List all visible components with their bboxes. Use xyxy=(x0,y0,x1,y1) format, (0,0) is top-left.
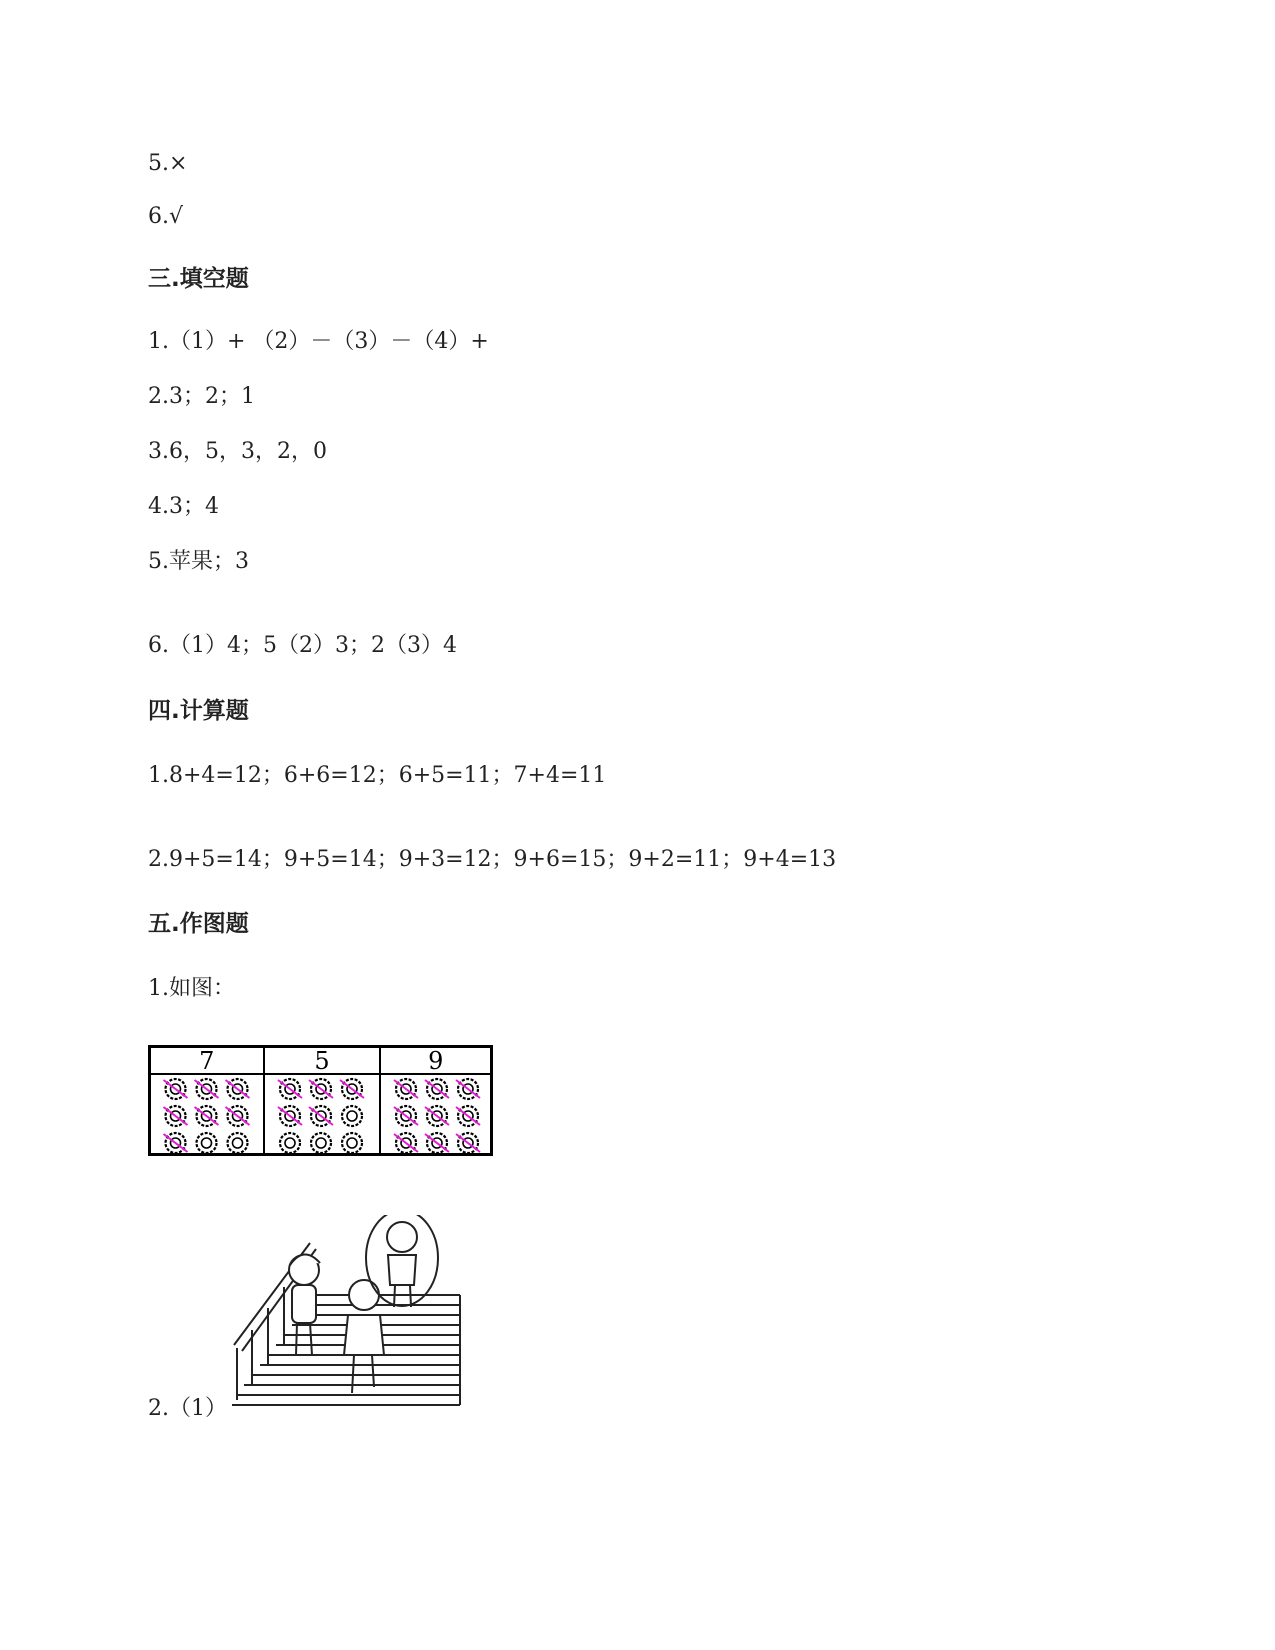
counter-bead xyxy=(228,1133,248,1153)
drawing-answer-1-label: 1.如图： xyxy=(148,976,235,1001)
counter-bead xyxy=(342,1133,362,1153)
judgement-answer-5: 5.× xyxy=(148,151,188,176)
calc-answer-1: 1.8+4=12；6+6=12；6+5=11；7+4=11 xyxy=(148,763,607,788)
section-3-heading: 三.填空题 xyxy=(148,266,249,292)
counter-bead xyxy=(280,1133,300,1153)
counter-bead xyxy=(342,1106,362,1126)
column-number: 7 xyxy=(199,1047,215,1075)
stairs-illustration xyxy=(232,1215,462,1410)
fill-answer-6: 6.（1）4；5（2）3；2（3）4 xyxy=(148,633,457,658)
judgement-answer-6: 6.√ xyxy=(148,204,184,229)
section-5-heading: 五.作图题 xyxy=(148,911,249,937)
drawing-answer-2-label: 2.（1） xyxy=(148,1396,227,1421)
column-number: 9 xyxy=(428,1047,444,1075)
counter-bead xyxy=(311,1133,331,1153)
fill-answer-1: 1.（1）+ （2）－（3）－（4）+ xyxy=(148,329,489,354)
counter-table xyxy=(148,1045,494,1157)
fill-answer-2: 2.3；2；1 xyxy=(148,384,255,409)
calc-answer-2: 2.9+5=14；9+5=14；9+3=12；9+6=15；9+2=11；9+4=13 xyxy=(148,847,837,872)
fill-answer-4: 4.3；4 xyxy=(148,494,219,519)
section-4-heading: 四.计算题 xyxy=(148,698,249,724)
fill-answer-3: 3.6，5，3，2，0 xyxy=(148,439,327,464)
counter-bead xyxy=(197,1133,217,1153)
fill-answer-5: 5.苹果；3 xyxy=(148,549,249,574)
column-number: 5 xyxy=(314,1047,330,1075)
